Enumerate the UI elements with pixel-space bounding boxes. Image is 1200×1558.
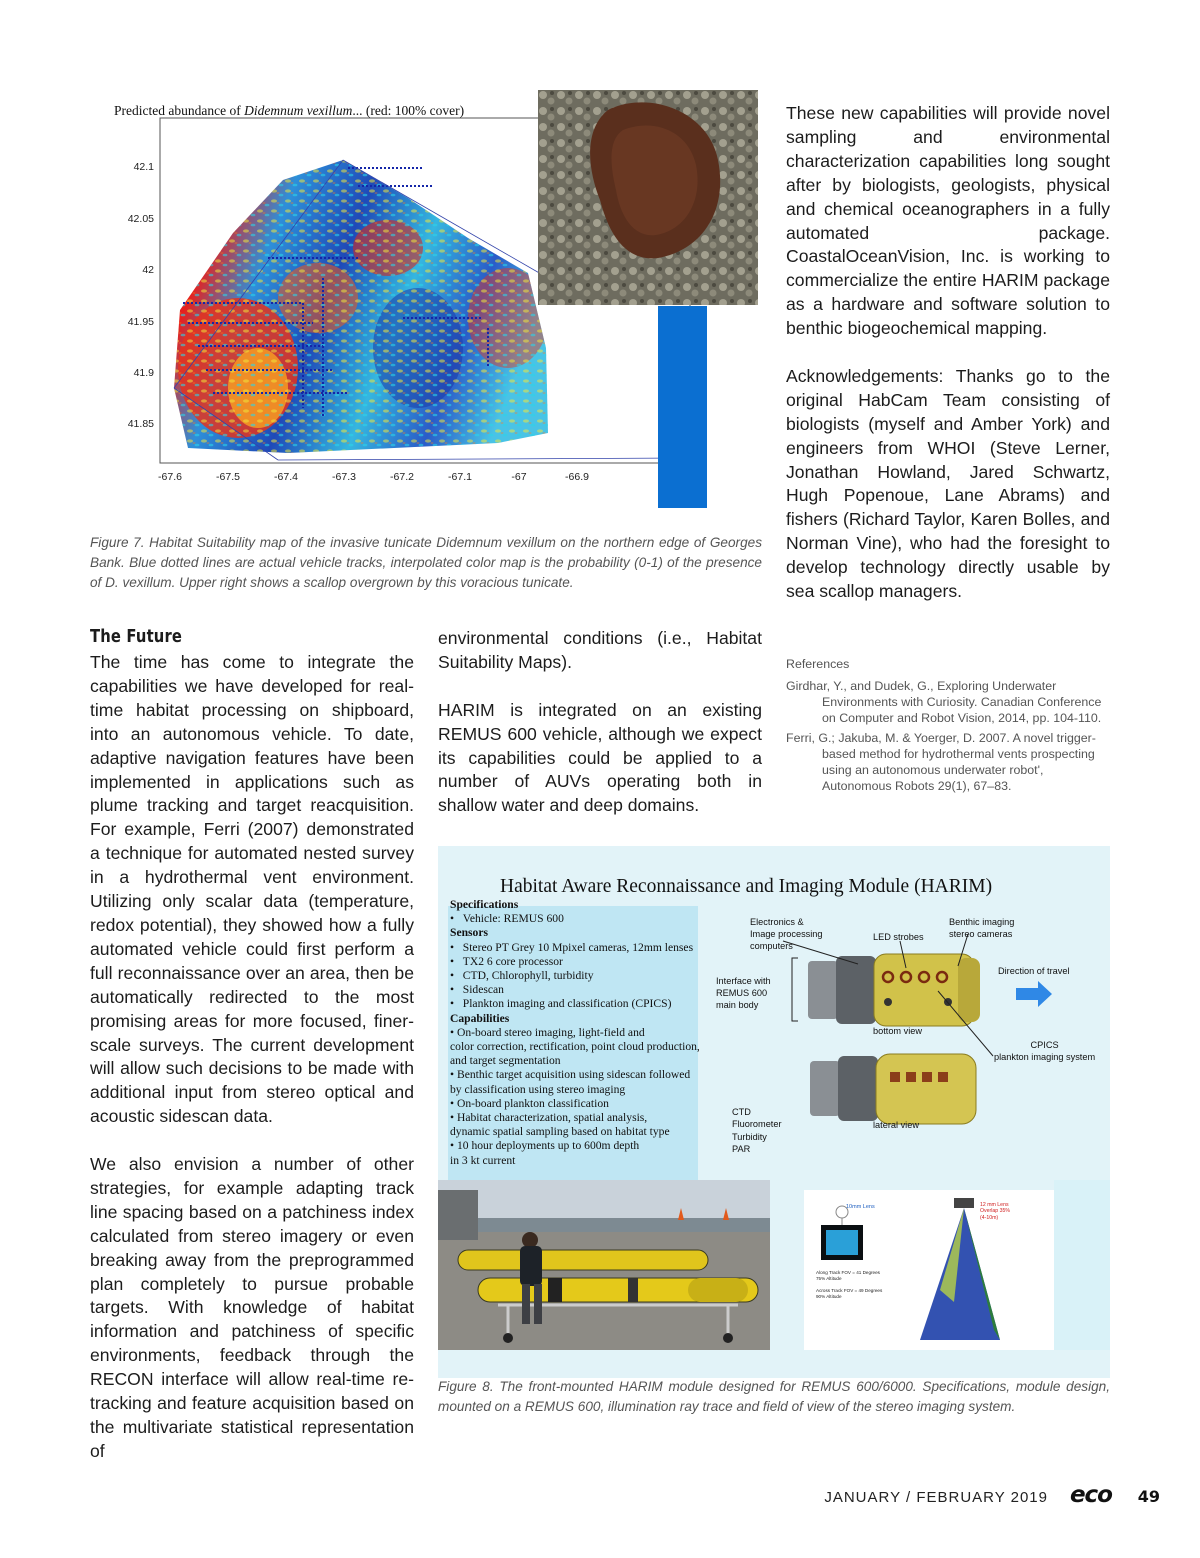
figure-7-caption: Figure 7. Habitat Suitability map of the invasive tunicate Didemnum vexillum on the northern edge of Georges Bank. Blue dotted lines are actual vehicle tracks, interpolated color map is the probability (0-1) of the presence of D. vexillum. Upper right shows a scallop overgrown by this voracious tunicate. xyxy=(90,535,762,590)
figure-8 xyxy=(438,846,1110,1378)
x-tick-label: -67.5 xyxy=(216,471,240,483)
x-tick-label: -67.6 xyxy=(158,471,182,483)
accent-block xyxy=(658,306,707,508)
capability-line: color correction, rectification, point cloud production, xyxy=(450,1040,700,1054)
figure-8-caption: Figure 8. The front-mounted HARIM module designed for REMUS 600/6000. Specifications, module design, mounted on a REMUS 600, illumination ray trace and field of view of the stereo imaging system. xyxy=(438,1379,1110,1414)
label-lateral-view: lateral view xyxy=(873,1120,919,1130)
label-electronics: Electronics & Image processing computers xyxy=(750,917,823,951)
label-fov-across: Across Track FOV = 49 Degrees 90% Altitude xyxy=(816,1288,883,1299)
module-bottom-view xyxy=(808,954,980,1026)
spec-item: • Vehicle: REMUS 600 xyxy=(450,912,564,926)
y-tick-label: 42.1 xyxy=(133,161,154,173)
sensors-heading: Sensors xyxy=(450,926,489,940)
references-title: References xyxy=(786,657,850,671)
map-title: Predicted abundance of Didemnum vexillum... (red: 100% cover) xyxy=(114,103,465,118)
y-tick-label: 42 xyxy=(142,264,154,276)
field-of-view-diagram xyxy=(804,1190,1094,1350)
capability-line: dynamic spatial sampling based on habitat type xyxy=(450,1125,670,1139)
label-interface: Interface with REMUS 600 main body xyxy=(716,976,771,1010)
capability-line: • Benthic target acquisition using sidescan followed xyxy=(450,1068,691,1082)
eco-logo: eco xyxy=(1069,1482,1112,1508)
x-tick-label: -67.3 xyxy=(332,471,356,483)
acknowledgements-paragraph: Acknowledgements: Thanks go to the original HabCam Team consisting of biologists (myself and Amber York) and engineers from WHOI (Steve Lerner, Jonathan Howland, Jared Schwartz, Hugh Popenoue, Lane Abrams) and fishers (Richard Taylor, Karen Bolles, and Norman Vine), who had the foresight to develop technology directly usable by sea scallop managers. xyxy=(786,365,1110,602)
section-heading-the-future: The Future xyxy=(90,626,183,647)
label-led-strobes: LED strobes xyxy=(873,932,924,942)
label-benthic-cameras: Benthic imaging stereo cameras xyxy=(949,917,1015,939)
label-ctd: CTD Fluorometer Turbidity PAR xyxy=(732,1107,782,1154)
scallop-photo xyxy=(538,90,758,305)
y-tick-label: 42.05 xyxy=(127,213,154,225)
page-footer xyxy=(700,1482,1160,1512)
label-lens-right: 12 mm Lens Overlap 35% (4-10m) xyxy=(980,1202,1010,1221)
future-paragraph-2: We also envision a number of other strategies, for example adapting track line spacing based on a patchiness index calculated from stereo imagery or even breaking away from the preprogrammed plan completely to pursue probable targets. With knowledge of habitat information and patchiness of specific environments, feedback through the RECON interface will allow real-time re-tracking and feature acquisition based on the multivariate statistical representation of xyxy=(90,1154,414,1461)
references xyxy=(786,656,1102,798)
label-direction-of-travel: Direction of travel xyxy=(998,966,1070,976)
y-tick-label: 41.9 xyxy=(133,367,154,379)
future-column-1 xyxy=(90,651,414,1464)
capabilities-heading: Capabilities xyxy=(450,1011,510,1025)
future-col2-paragraph-2: HARIM is integrated on an existing REMUS 600 vehicle, although we expect its capabilities could be applied to a number of AUVs operating both in shallow water and deep domains. xyxy=(438,699,762,816)
future-col2-paragraph-1: environmental conditions (i.e., Habitat Suitability Maps). xyxy=(438,628,762,672)
sensor-item: • Stereo PT Grey 10 Mpixel cameras, 12mm lenses xyxy=(450,940,694,954)
reference-item: Ferri, G.; Jakuba, M. & Yoerger, D. 2007. A novel trigger-based method for hydrothermal vents prospecting using an autonomous underwater robot', Autonomous Robots 29(1), 67–83. xyxy=(786,731,1096,793)
capability-line: • 10 hour deployments up to 600m depth xyxy=(450,1139,640,1153)
harim-title: Habitat Aware Reconnaissance and Imaging Module (HARIM) xyxy=(500,876,993,897)
sensor-item: • TX2 6 core processor xyxy=(450,954,563,968)
label-cpics: CPICS plankton imaging system xyxy=(994,1040,1096,1062)
label-fov-along: Along Track FOV = 41 Degrees 75% Altitude xyxy=(816,1270,880,1281)
fov-side-panel xyxy=(1054,1180,1110,1350)
capability-line: and target segmentation xyxy=(450,1054,561,1068)
reference-item: Girdhar, Y., and Dudek, G., Exploring Underwater Environments with Curiosity. Canadian Conference on Computer and Robot Vision, 2014, pp. 104-110. xyxy=(786,679,1102,725)
y-tick-label: 41.85 xyxy=(127,418,154,430)
x-tick-label: -67.2 xyxy=(390,471,414,483)
y-tick-label: 41.95 xyxy=(127,316,154,328)
capability-line: • On-board stereo imaging, light-field and xyxy=(450,1025,645,1039)
right-column-text xyxy=(786,102,1110,628)
page-number: 49 xyxy=(1137,1487,1160,1506)
sensor-item: • Sidescan xyxy=(450,983,504,997)
x-tick-label: -67.4 xyxy=(274,471,298,483)
capability-line: • On-board plankton classification xyxy=(450,1096,609,1110)
issue-date: JANUARY / FEBRUARY 2019 xyxy=(824,1489,1048,1506)
capability-line: • Habitat characterization, spatial analysis, xyxy=(450,1111,648,1125)
direction-arrow-icon xyxy=(1016,981,1052,1007)
future-column-2 xyxy=(438,627,762,842)
future-paragraph-1: The time has come to integrate the capabilities we have developed for real-time habitat processing on shipboard, into an autonomous vehicle. To date, adaptive navigation features have been implemented in applications such as plume tracking and target reacquisition. For example, Ferri (2007) demonstrated a technique for automated nested survey in a hydrothermal vent environment. Utilizing only scalar data (temperature, redox potential), they showed how a fully automated vehicle could first perform a full reconnaissance over an area, then be automatically redirected to the most promising areas for more focused, finer-scale surveys. The current development will allow such decisions to be made with additional input from stereo optical and acoustic sidescan data. xyxy=(90,652,414,1127)
capability-line: by classification using stereo imaging xyxy=(450,1082,626,1096)
capability-line: in 3 kt current xyxy=(450,1153,516,1167)
spec-heading: Specifications xyxy=(450,898,519,911)
sensor-item: • CTD, Chlorophyll, turbidity xyxy=(450,969,594,983)
label-lens-left: 10mm Lens xyxy=(846,1204,875,1210)
x-tick-label: -67 xyxy=(511,471,527,483)
label-bottom-view: bottom view xyxy=(873,1026,923,1036)
capabilities-paragraph: These new capabilities will provide novel sampling and environmental characterization capabilities long sought after by biologists, geologists, physical and chemical oceanographers in a fully automated package. CoastalOceanVision, Inc. is working to commercialize the entire HARIM package as a hardware and software solution to benthic biogeochemical mapping. xyxy=(786,103,1110,339)
x-tick-label: -66.9 xyxy=(565,471,589,483)
sensor-item: • Plankton imaging and classification (CPICS) xyxy=(450,997,672,1011)
module-lateral-view xyxy=(810,1054,976,1124)
x-tick-label: -67.1 xyxy=(448,471,472,483)
figure-7 xyxy=(88,88,708,528)
remus-vehicle-photo xyxy=(438,1180,770,1350)
